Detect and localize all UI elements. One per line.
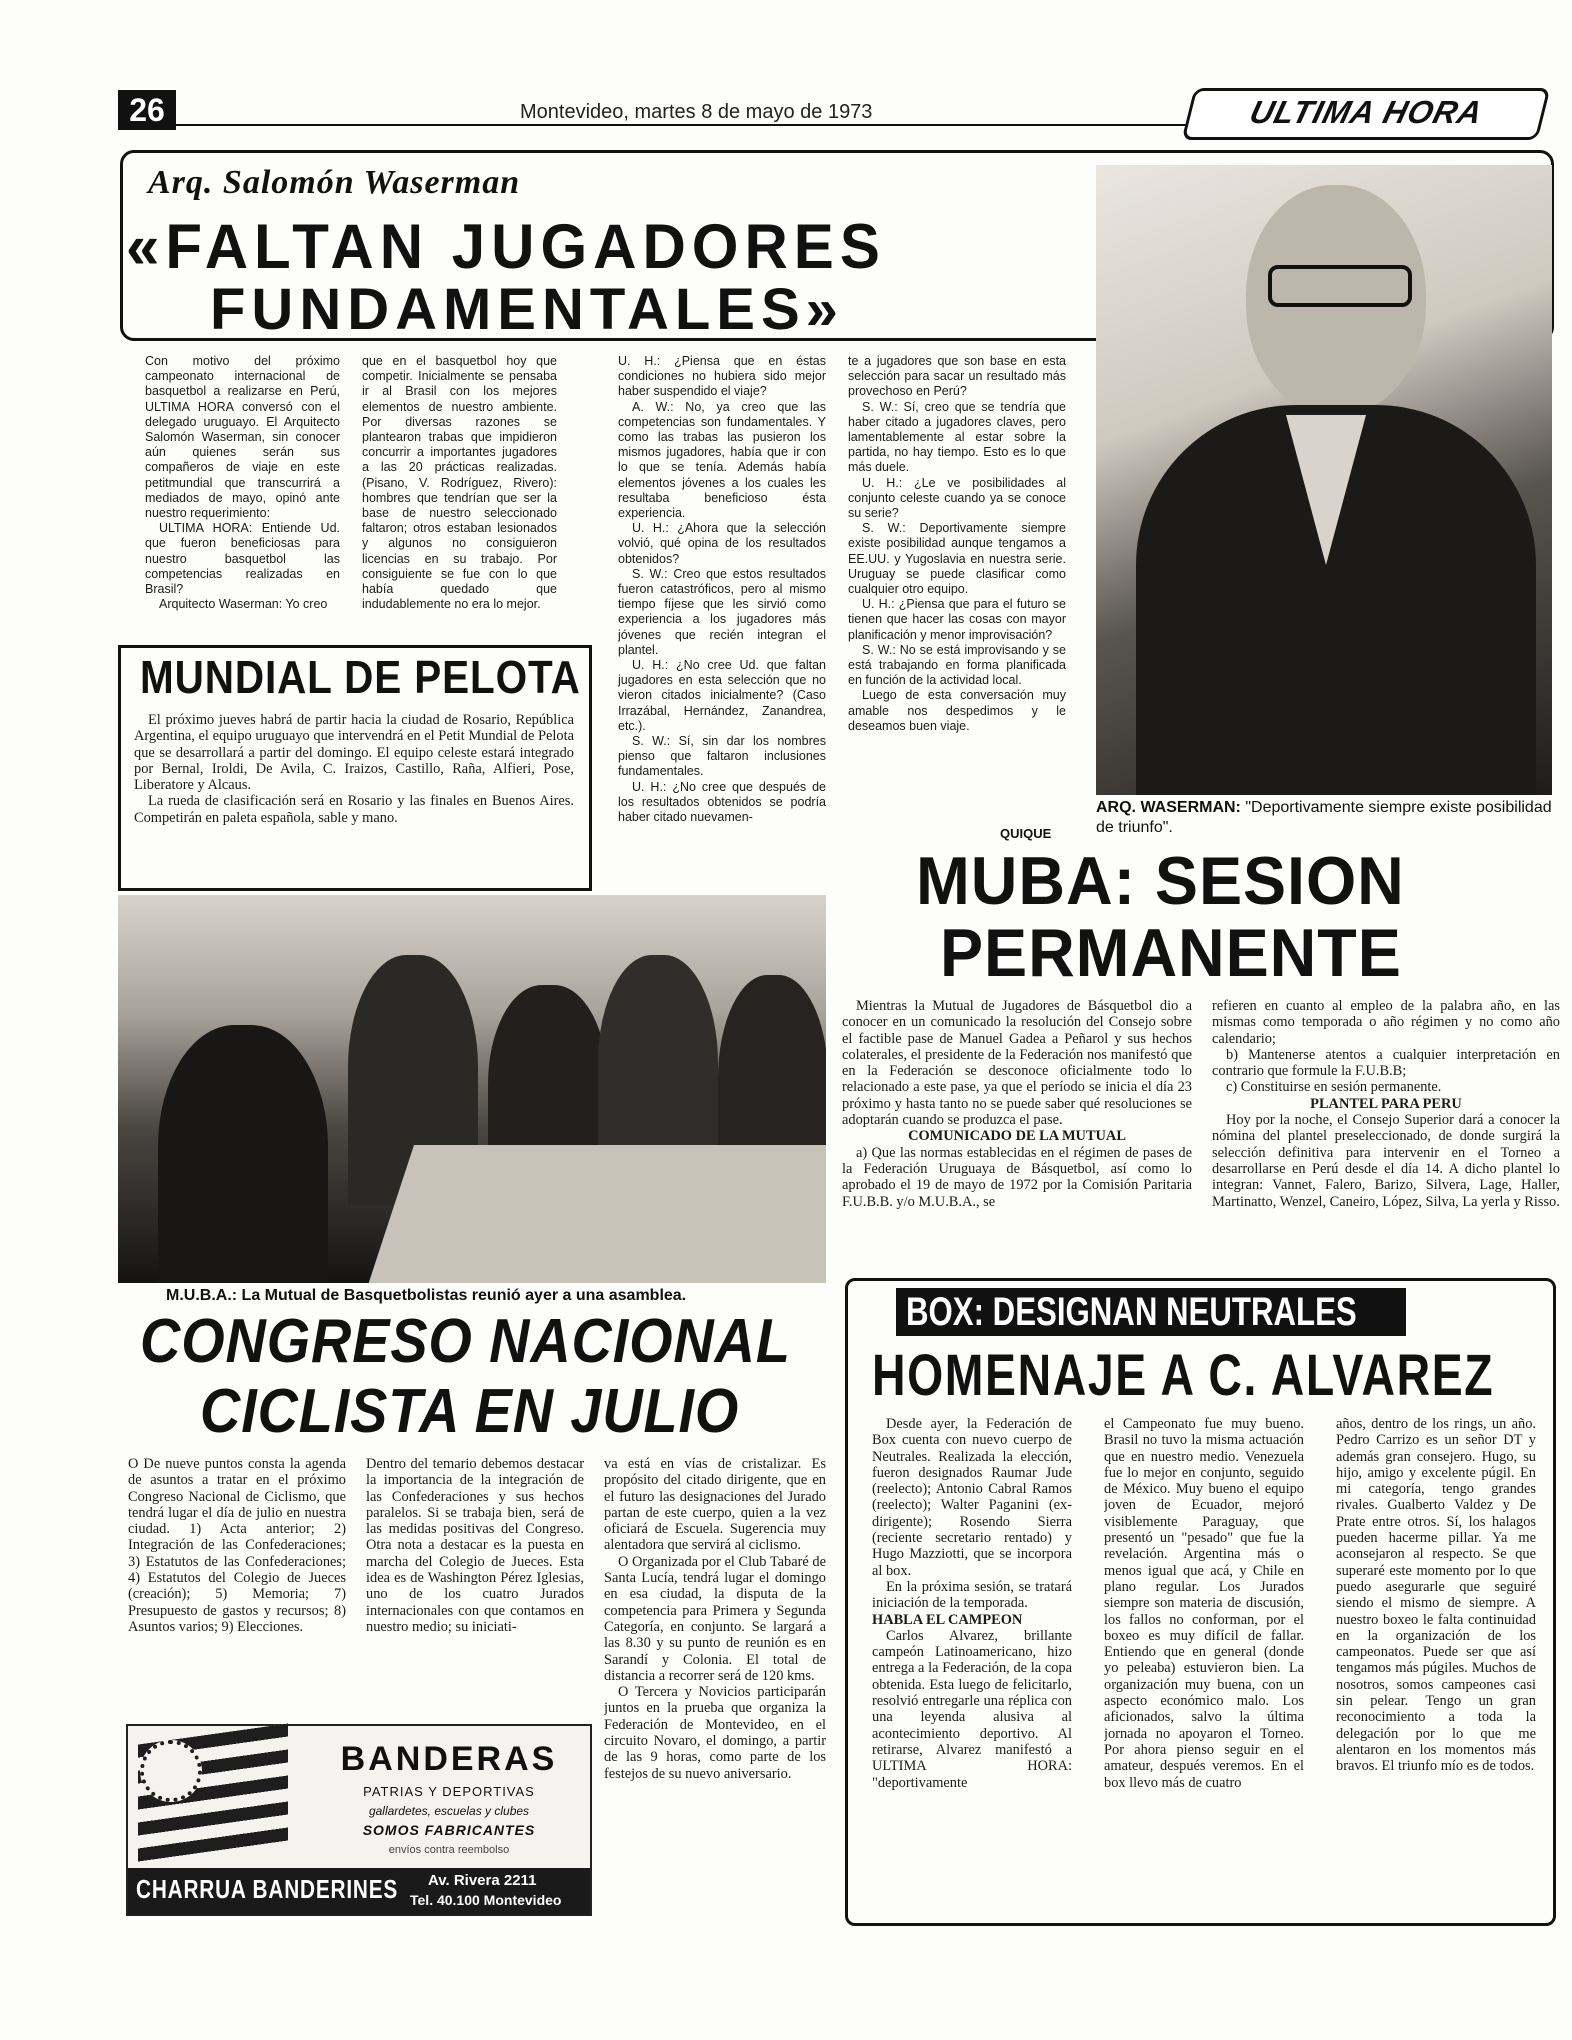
flag-sun-icon (140, 1740, 202, 1802)
paragraph: Hoy por la noche, el Consejo Superior dará a conocer la nómina del plantel preseleccionado, de donde surgirá la selección definitiva para intervenir en el Torneo a desarrollarse en Perú desde el día 14. A dicho plantel lo integran: Vannet, Falero, Barizo, Silvera, Lage, Haller, Martinatto, Wenzel, Caneiro, López, Silva, La yerla y Risso. (1212, 1112, 1560, 1210)
paragraph: te a jugadores que son base en esta selección para sacar un resultado más provechoso en Perú? (848, 354, 1066, 399)
ad-shop: CHARRUA BANDERINES (136, 1874, 399, 1904)
paragraph: refieren en cuanto al empleo de la palabra año, en las mismas como temporada o año régimen y no como año calendario; (1212, 998, 1560, 1047)
muba-person-1 (158, 1025, 328, 1283)
ad-line2: gallardetes, escuelas y clubes (368, 1804, 530, 1818)
paragraph: Desde ayer, la Federación de Box cuenta con nuevo cuerpo de Neutrales. Realizada la elección, fueron designados Raumar Jude (reelecto); Antonio Cabral Ramos (reelecto); Walter Paganini (ex-dirigente); Rosendo Sierra (reciente secretario rentado) y Hugo Mazziotti, que se incorpora al box. (872, 1416, 1072, 1579)
subheading: HABLA EL CAMPEON (872, 1611, 1023, 1628)
paragraph: U. H.: ¿Ahora que la selección volvió, qué opina de los resultados obtenidos? (618, 521, 826, 566)
ad-line4: envíos contra reembolso (388, 1844, 510, 1856)
waserman-headline-line1: «FALTAN JUGADORES (126, 211, 886, 282)
dateline: Montevideo, martes 8 de mayo de 1973 (520, 101, 873, 123)
paragraph: S. W.: Sí, creo que se tendría que haber citado a jugadores claves, pero lamentablemente al estar sobre la partida, no hay tiempo. Esto es lo que más duele. (848, 399, 1066, 475)
ciclismo-headline-line2: CICLISTA EN JULIO (200, 1377, 740, 1446)
ad-phone: Tel. 40.100 Montevideo (410, 1892, 562, 1908)
waserman-photo (1096, 165, 1552, 795)
paragraph: La rueda de clasificación será en Rosario y las finales en Buenos Aires. Competirán en paleta española, sable y mano. (134, 793, 574, 826)
page-number: 26 (129, 92, 165, 128)
muba-photo (118, 895, 826, 1283)
subheading: PLANTEL PARA PERU (1310, 1095, 1462, 1112)
subheading: COMUNICADO DE LA MUTUAL (908, 1128, 1126, 1145)
muba-table (368, 1145, 826, 1283)
ad-address: Av. Rivera 2211 (428, 1872, 537, 1889)
ad-line3: SOMOS FABRICANTES (362, 1822, 536, 1838)
waserman-photo-caption (1096, 798, 1552, 838)
ciclismo-headline-line1: CONGRESO NACIONAL (140, 1307, 791, 1376)
waserman-caption-text: "Deportivamente siempre existe posibilidad de triunfo". (1096, 799, 1552, 836)
paragraph: El próximo jueves habrá de partir hacia la ciudad de Rosario, República Argentina, el equipo uruguayo que intervendrá en el Petit Mundial de Pelota que se desarrollará a partir del domingo. El equipo celeste estará integrado por Bernal, Iroldi, De Avila, C. Iraizos, Castillo, Raña, Alfieri, Pose, Liberatore y Alcaus. (134, 712, 574, 794)
paragraph: a) Que las normas establecidas en el régimen de pases de la Federación Uruguaya de Básquetbol, así como lo aprobado el 19 de mayo de 1972 por la Comisión Paritaria F.U.B.B. y/o M.U.B.A., se (842, 1144, 1192, 1210)
waserman-byline: Arq. Salomón Waserman (148, 164, 521, 201)
muba-col-2 (1212, 998, 1560, 1266)
box-col-3 (1336, 1416, 1536, 1916)
box-headline: HOMENAJE A C. ALVAREZ (872, 1343, 1495, 1408)
paragraph: c) Constituirse en sesión permanente. (1226, 1079, 1442, 1096)
waserman-col-2 (362, 354, 557, 636)
paragraph: U. H.: ¿No cree que después de los resultados obtenidos se podría haber citado nuevamen- (618, 779, 826, 825)
paragraph: Mientras la Mutual de Jugadores de Básquetbol dio a conocer en un comunicado la resolución del Consejo sobre el factible pase de Manuel Gadea a Peñarol y sus hechos colaterales, el presidente de la Federación nos manifestó que en la Federación se desconoce oficialmente todo lo relacionado a este pase, ya que el período se inicia el día 23 próximo y hasta tanto no se puede saber qué resoluciones se adoptarán cuando se produzca el pase. (842, 998, 1192, 1129)
paragraph: que en el basquetbol hoy que competir. Inicialmente se pensaba ir al Brasil con los mejores elementos de nuestro ambiente. Por diversas razones se plantearon trabas que impidieron concurrir a importantes jugadores a las 20 prácticas realizadas. (Pisano, V. Rodríguez, Rivero): hombres que tendrían que ser la base de nuestro seleccionado faltaron; otros estaban lesionados y algunos no consiguieron licencias en su trabajo. Por consiguiente se fue con lo que había quedado que indudablemente no era lo mejor. (362, 354, 557, 612)
masthead-logo (1182, 88, 1551, 140)
paragraph: A. W.: No, ya creo que las competencias son fundamentales. Y como las trabas las pusieron los mismos jugadores, había que ir con lo que se tenía. Además había elementos jóvenes a los cuales les resultaba beneficioso ésta experiencia. (618, 399, 826, 521)
paragraph: b) Mantenerse atentos a cualquier interpretación en contrario que formule la F.U.B.B; (1212, 1046, 1560, 1080)
waserman-col-4 (848, 354, 1066, 824)
mundial-body (134, 712, 574, 880)
paragraph: S. W.: No se está improvisando y se está trabajando en forma planificada en función de la actividad local. (848, 642, 1066, 688)
muba-headline-line1: MUBA: SESION (916, 843, 1405, 919)
header-rule (176, 124, 1186, 126)
ciclismo-col-1 (128, 1456, 346, 1716)
ciclismo-col-2 (366, 1456, 584, 1716)
paragraph: O Organizada por el Club Tabaré de Santa Lucía, tendrá lugar el domingo en esa ciudad, la disputa de la competencia para Primera y Segunda Categoría, en conjunto. Se largará a las 8.30 y su punto de reunión es en Sarandí y Colonia. El total de distancia a recorrer será de 120 kms. (604, 1553, 826, 1684)
paragraph: Arquitecto Waserman: Yo creo (159, 597, 328, 612)
waserman-headline-line2: FUNDAMENTALES» (210, 277, 844, 342)
paragraph: U. H.: ¿Piensa que para el futuro se tienen que hacer las cosas con mayor planificación y menor improvisación? (848, 597, 1066, 642)
paragraph: S. W.: Creo que estos resultados fueron catastróficos, pero al mismo tiempo fíjese que les sirvió como experiencia a los jugadores más jóvenes que recién integran el plantel. (618, 566, 826, 657)
box-col-1 (872, 1416, 1072, 1916)
paragraph: Luego de esta conversación muy amable nos despedimos y le deseamos buen viaje. (848, 688, 1066, 733)
paragraph: Con motivo del próximo campeonato internacional de basquetbol a realizarse en Perú, ULTIMA HORA conversó con el delegado uruguayo. El Arquitecto Salomón Waserman, sin conocer aún quienes serán sus compañeros de viaje en este petitmundial que transcurrirá a mediados de mayo, opinó ante nuestro requerimiento: (145, 354, 340, 521)
paragraph: O De nueve puntos consta la agenda de asuntos a tratar en el próximo Congreso Nacional de Ciclismo, que tendrá lugar el día de julio en nuestra ciudad. 1) Acta anterior; 2) Integración de las Confederaciones; 3) Estatutos de las Confederaciones; 4) Estatutos del Colegio de Jueces (creación); 5) Memoria; 7) Presupuesto de gastos y recursos; 8) Asuntos varios; 9) Elecciones. (128, 1456, 346, 1635)
paragraph: años, dentro de los rings, un año. Pedro Carrizo es un señor DT y además gran consejero. Hugo, su hijo, amigo y excelente púgil. En mi categoría, tengo grandes rivales. Gualberto Valdez y De Prate entre otros. Sí, los halagos pueden hacerme pillar. Ya me aconsejaron al respecto. Se que superaré este momento por lo que puedo asegurarle que seguiré siendo el mismo de siempre. A nuestro boxeo le falta continuidad en la organización de los campeonatos. Puede ser que así tengamos más púgiles. Muchos de nosotros, somos campeones casi sin pelear. Tengo un gran reconocimiento a toda la delegación por lo que me alentaron en los momentos más bravos. El triunfo mío es de todos. (1336, 1416, 1536, 1775)
paragraph: S. W.: Deportivamente siempre existe posibilidad aunque tengamos a EE.UU. y Yugoslavia en nuestra serie. Uruguay se puede clasificar como cualquier otro equipo. (848, 521, 1066, 597)
mundial-headline: MUNDIAL DE PELOTA (140, 651, 581, 703)
muba-headline-line2: PERMANENTE (940, 915, 1402, 991)
paragraph: va está en vías de cristalizar. Es propósito del citado dirigente, que en el futuro las designaciones del Jurado partan de este cuerpo, quien a la vez oficiará de Escuela. Sugerencia muy alentadora que servirá al ciclismo. (604, 1456, 826, 1554)
paragraph: S. W.: Sí, sin dar los nombres pienso que faltaron inclusiones fundamentales. (618, 734, 826, 779)
paragraph: U. H.: ¿No cree Ud. que faltan jugadores en esta selección que no vieron citados inicialmente? (Caso Irrazábal, Hernández, Zanandrea, etc.). (618, 658, 826, 733)
paragraph: En la próxima sesión, se tratará iniciación de la temporada. (872, 1578, 1072, 1612)
waserman-col-1 (145, 354, 340, 634)
paragraph: U. H.: ¿Le ve posibilidades al conjunto celeste cuando ya se conoce su serie? (848, 475, 1066, 521)
ad-line1: PATRIAS Y DEPORTIVAS (363, 1784, 535, 1799)
ciclismo-col-3 (604, 1456, 826, 1912)
muba-col-1 (842, 998, 1192, 1266)
paragraph: U. H.: ¿Piensa que en éstas condiciones no hubiera sido mejor haber suspendido el viaje? (618, 354, 826, 399)
paragraph: O Tercera y Novicios participarán juntos en la prueba que organiza la Federación de Montevideo, en el circuito Novaro, el domingo, a partir de las 9 horas, como parte de los festejos de su nuevo aniversario. (604, 1684, 826, 1782)
ad-brand: BANDERAS (340, 1740, 558, 1778)
banderas-ad (126, 1724, 592, 1916)
waserman-glasses (1268, 265, 1412, 307)
muba-photo-caption: M.U.B.A.: La Mutual de Basquetbolistas reunió ayer a una asamblea. (166, 1287, 687, 1304)
logo-text: ULTIMA HORA (1246, 94, 1487, 130)
waserman-signature: QUIQUE (1000, 826, 1052, 841)
box-col-2 (1104, 1416, 1304, 1916)
paragraph: Dentro del temario debemos destacar la importancia de la integración de las Confederaciones y sus hechos paralelos. Si se trabaja bien, será de las medidas positivas del Congreso. Otra nota a destacar es la puesta en marcha del Colegio de Jueces. Esta idea es de Washington Pérez Iglesias, uno de los cuatro Jurados internacionales con que contamos en nuestro medio; su iniciati- (366, 1456, 584, 1635)
paragraph: Carlos Alvarez, brillante campeón Latinoamericano, hizo entrega a la Federación, de la copa obtenida. Esta luego de felicitarlo, resolvió entregarle una réplica con una leyenda alusiva al acontecimiento deportivo. Al retirarse, Alvarez manifestó a ULTIMA HORA: "deportivamente (872, 1627, 1072, 1791)
waserman-caption-label: ARQ. WASERMAN: (1096, 799, 1241, 816)
waserman-col-3 (618, 354, 826, 904)
box-kicker: BOX: DESIGNAN NEUTRALES (906, 1290, 1357, 1334)
paragraph: el Campeonato fue muy bueno. Brasil no tuvo la misma actuación que en nuestro medio. Venezuela fue lo mejor en conjunto, seguido de México. Muy bueno el equipo joven de Ecuador, mejoró visiblemente Paraguay, que presentó un "pesado" que fue la revelación. Argentina más o menos igual que acá, y Chile en plano regular. Los Jurados siempre son materia de discusión, los fallos no conforman, por el boxeo es muy difícil de fallar. Entiendo que en general (donde yo peleaba) estuvieron bien. La organización muy buena, con un aspecto económico malo. Los aficionados, salvo la última jornada no apoyaron el Torneo. Por ahora pienso seguir en el amateur, después veremos. En el box llevo más de cuatro (1104, 1416, 1304, 1791)
paragraph: ULTIMA HORA: Entiende Ud. que fueron beneficiosas para nuestro basquetbol las competencias realizadas en Brasil? (145, 521, 340, 597)
